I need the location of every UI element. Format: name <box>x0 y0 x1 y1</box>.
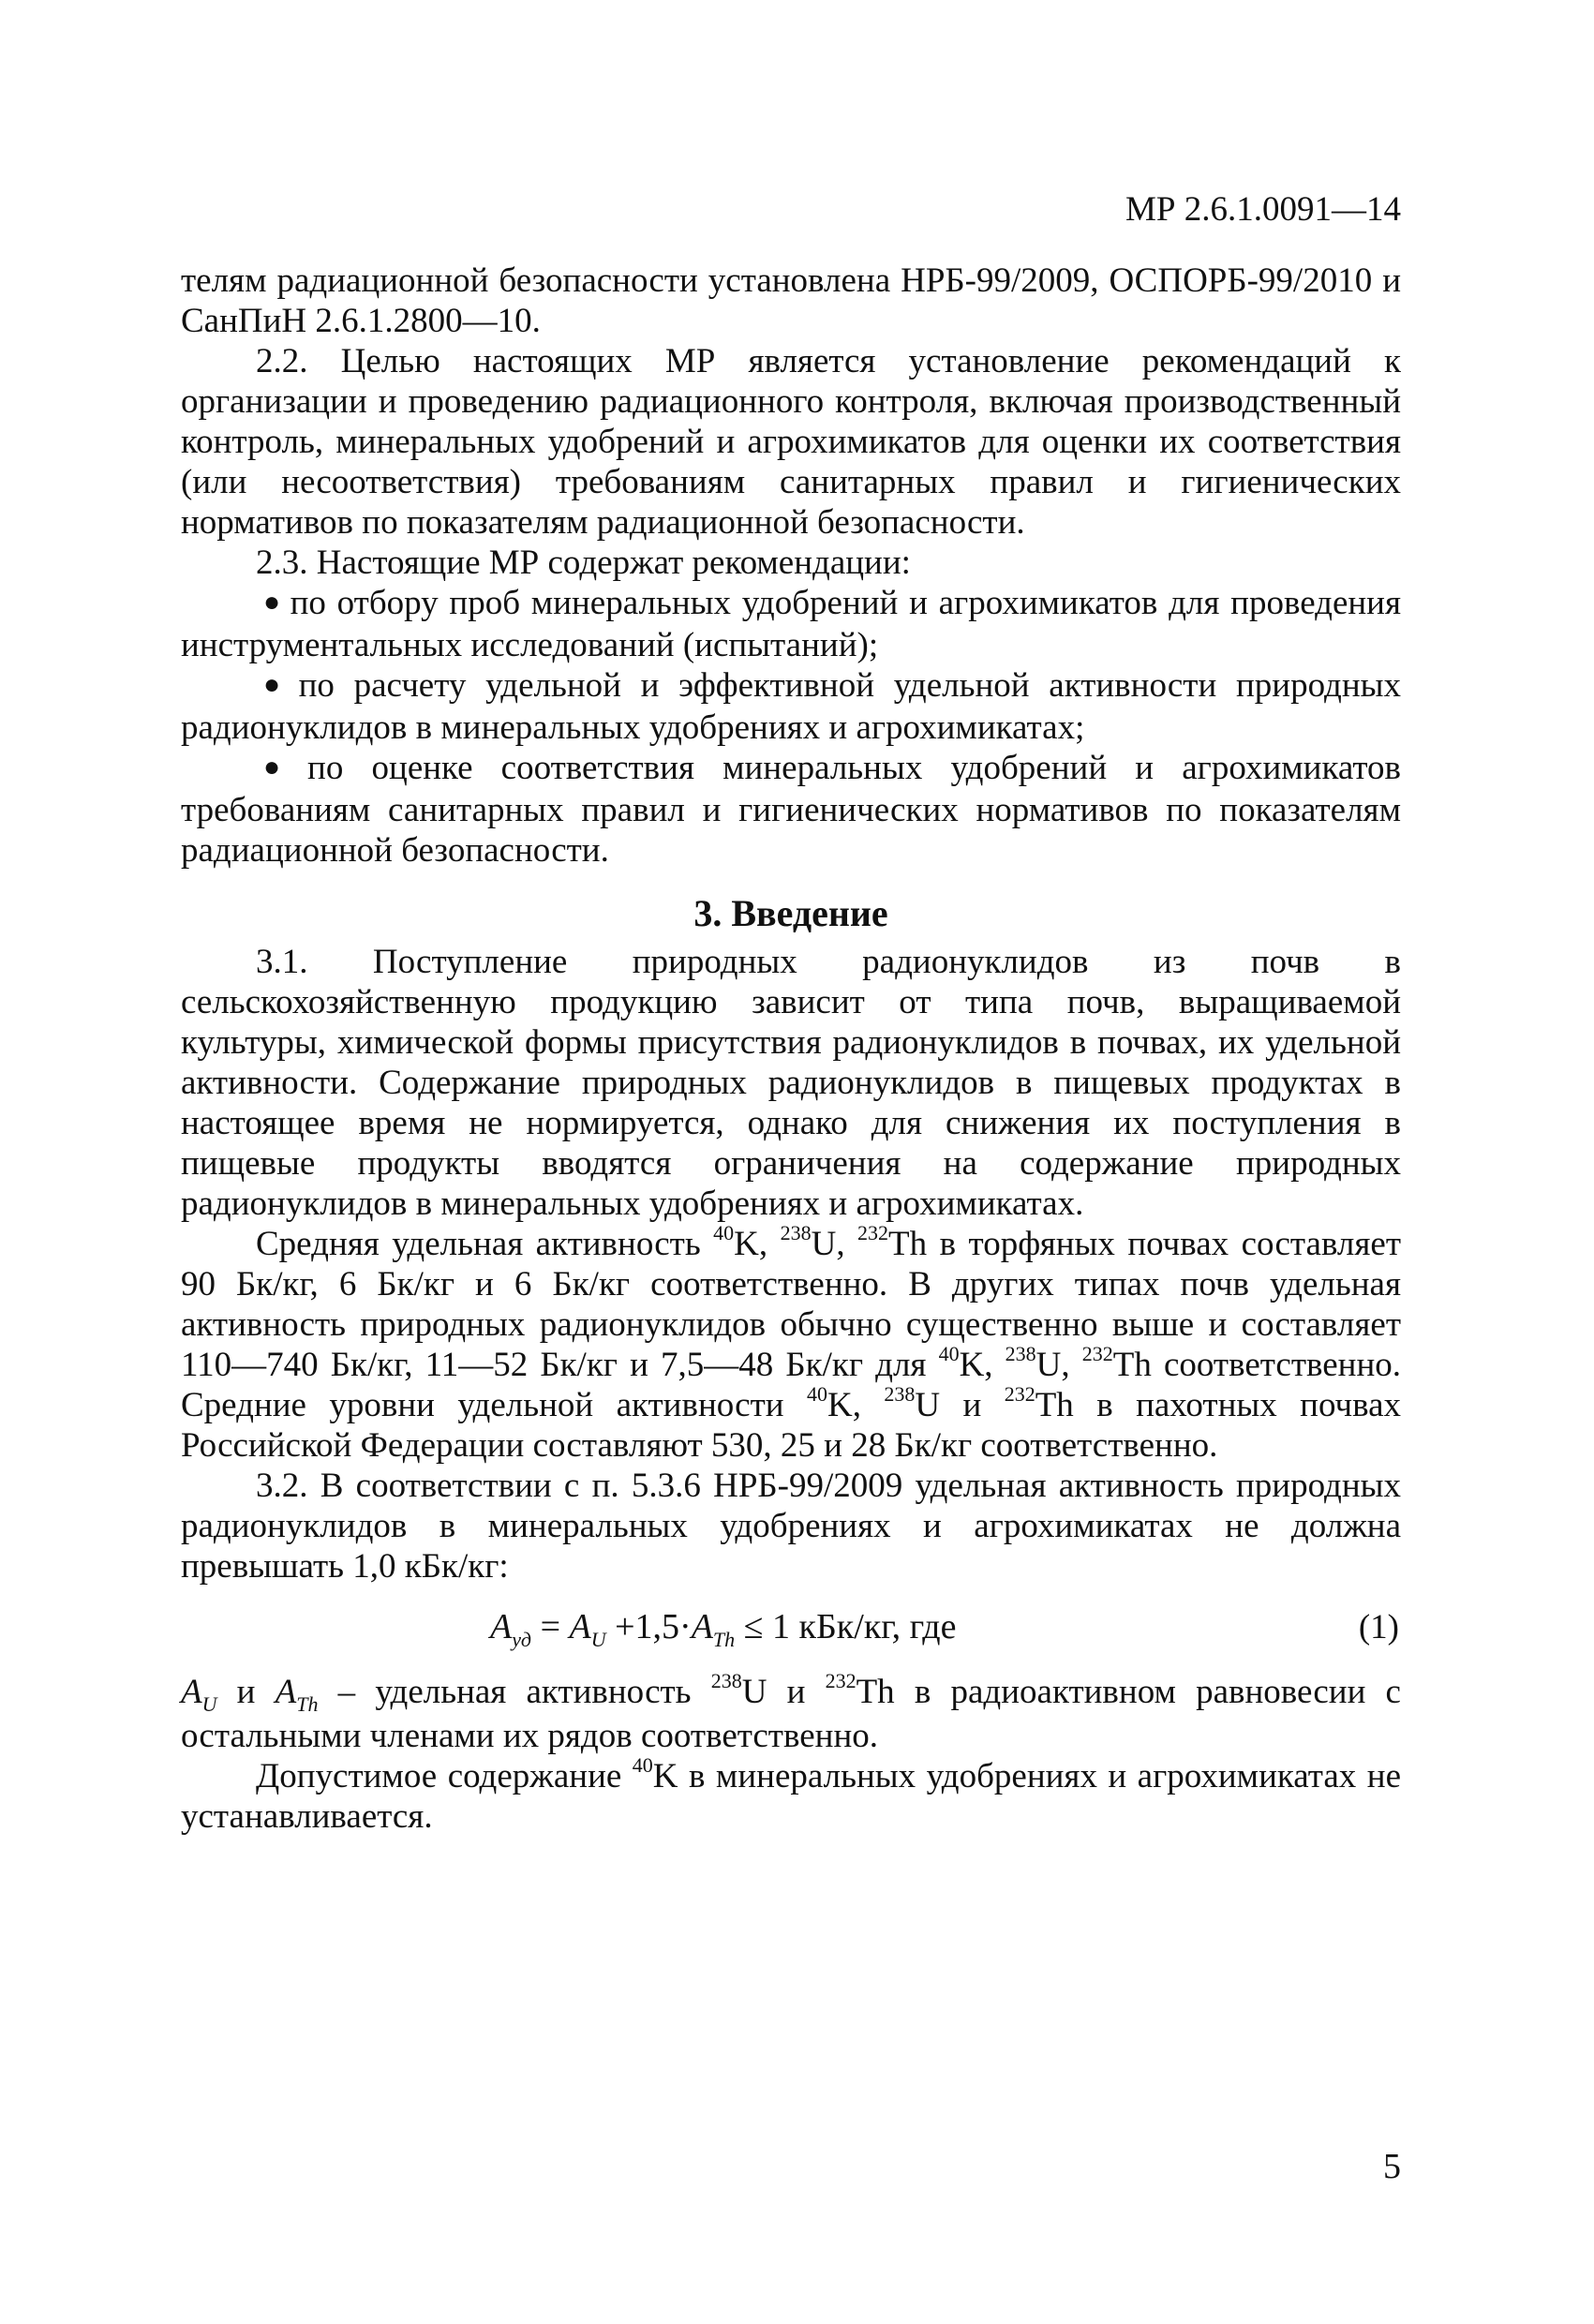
bullet-item: ● по отбору проб минеральных удобрений и агрохимикатов для проведения инструментальных исследований (испытаний); <box>181 584 1402 664</box>
document-body <box>181 261 1401 1837</box>
equation-number: (1) <box>1358 1608 1399 1646</box>
bullet-icon: ● <box>263 669 291 700</box>
paragraph-3-1: 3.1. Поступление природных радионуклидов из почв в сельскохозяйственную продукцию зависит от типа почв, выращиваемой культуры, химической формы присутствия радионуклидов в почвах, их удельной активности. Содержание природных радионуклидов в пищевых продуктах в настоящее время не нормируется, однако для снижения их поступления в пищевые продукты вводятся ограничения на содержание природных радионуклидов в минеральных удобрениях и агрохимикатах. <box>181 943 1401 1223</box>
paragraph-3-2: 3.2. В соответствии с п. 5.3.6 НРБ-99/2009 удельная активность природных радионуклидов в минеральных удобрениях и агрохимикатах не должна превышать 1,0 кБк/кг: <box>181 1467 1401 1586</box>
bullet-icon: ● <box>263 752 301 782</box>
paragraph-2-2: 2.2. Целью настоящих МР является установление рекомендаций к организации и проведению радиационного контроля, включая производственный контроль, минеральных удобрений и агрохимикатов для оценки их соответствия (или несоответствия) требованиям санитарных правил и гигиенических нормативов по показателям радиационной безопасности. <box>181 342 1401 542</box>
section-heading: 3. Введение <box>693 892 888 934</box>
continued-paragraph: телям радиационной безопасности установлена НРБ-99/2009, ОСПОРБ-99/2010 и СанПиН 2.6.1.2800—10. <box>181 261 1401 340</box>
bullet-item: ● по расчету удельной и эффективной удельной активности природных радионуклидов в минеральных удобрениях и агрохимикатах; <box>181 666 1401 747</box>
page-number: 5 <box>1383 2147 1401 2186</box>
paragraph-2-3: 2.3. Настоящие МР содержат рекомендации: <box>256 544 911 582</box>
paragraph-average-activity: Средняя удельная активность $^{40}$K, $^{238}$U, $^{232}$Th в торфяных почвах составляет 90 Бк/кг, 6 Бк/кг и 6 Бк/кг соответственно. В других типах почв удельная активность природных радионуклидов обычно существенно выше и составляет 110—740 Бк/кг, 11—52 Бк/кг и 7,5—48 Бк/кг для $^{40}$K, $^{238}$U, $^{232}$Th соответственно. Средние уровни удельной активности $^{40}$K, $^{238}$U и $^{232}$Th в пахотных почвах Российской Федерации составляют 530, 25 и 28 Бк/кг соответственно. <box>181 1221 1402 1465</box>
bullet-item: ● по оценке соответствия минеральных удобрений и агрохимикатов требованиям санитарных правил и гигиенических нормативов по показателям радиационной безопасности. <box>181 749 1401 870</box>
document-code: МР 2.6.1.0091—14 <box>1125 190 1401 229</box>
formula-1 <box>181 1603 1401 1655</box>
bullet-icon: ● <box>263 587 283 618</box>
formula-expression: $A_{уд} = A_U +1,5\cdot A_{Th} \le 1$ кБк/кг, где <box>490 1607 957 1651</box>
definition-paragraph: $A_U$ и $A_{Th}$ – удельная активность $^{238}$U и $^{232}$Th в радиоактивном равновесии с остальными членами их рядов соответственно. <box>181 1669 1401 1755</box>
paragraph-allowed-k40: Допустимое содержание $^{40}$K в минеральных удобрениях и агрохимикатах не устанавливается. <box>181 1753 1401 1836</box>
